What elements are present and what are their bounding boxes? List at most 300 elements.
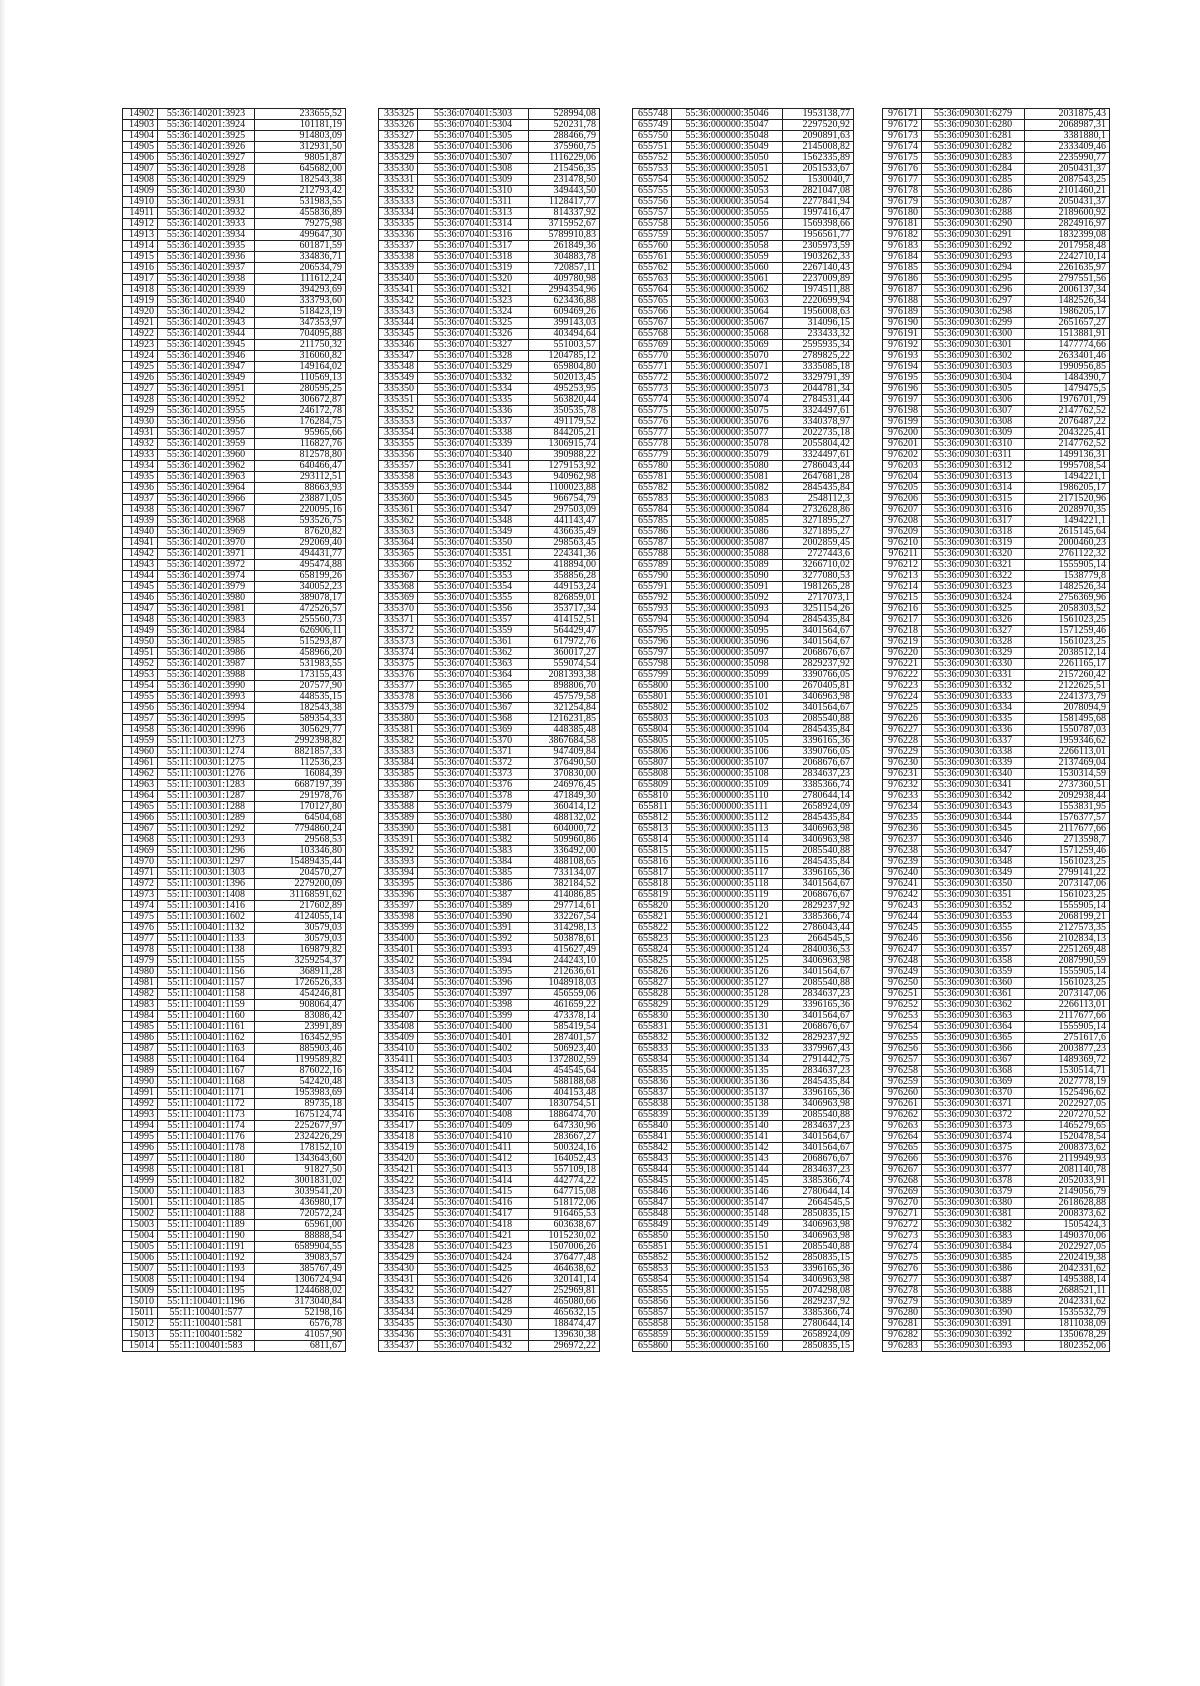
row-number: 655757 [633,208,672,219]
row-number: 976208 [883,516,922,527]
cadastral-value: 103346,80 [255,846,346,857]
row-number: 335352 [379,406,418,417]
row-number: 14978 [123,945,158,956]
row-number: 335366 [379,560,418,571]
cadastral-number: 55:36:090301:6306 [922,395,1025,406]
cadastral-value: 1199589,82 [255,1055,346,1066]
table-row [883,747,1110,758]
row-number: 655829 [633,1000,672,1011]
cadastral-value: 465632,15 [529,1308,600,1319]
row-number: 655816 [633,857,672,868]
cadastral-number: 55:36:000000:35098 [672,659,783,670]
table-row [379,1044,600,1055]
cadastral-number: 55:11:100301:1276 [158,769,255,780]
table-row [123,351,346,362]
cadastral-number: 55:36:070401:5396 [418,978,529,989]
table-row [633,890,854,901]
cadastral-number: 55:36:090301:6332 [922,681,1025,692]
table-row [633,450,854,461]
table-row [633,1055,854,1066]
row-number: 976214 [883,582,922,593]
cadastral-value: 1976701,79 [1025,395,1110,406]
cadastral-number: 55:36:000000:35089 [672,560,783,571]
table-row [633,1242,854,1253]
cadastral-number: 55:36:070401:5401 [418,1033,529,1044]
cadastral-number: 55:36:090301:6356 [922,934,1025,945]
table-row [123,659,346,670]
cadastral-number: 55:11:100401:1160 [158,1011,255,1022]
table-row [123,780,346,791]
cadastral-value: 1489369,72 [1025,1055,1110,1066]
table-row [379,967,600,978]
cadastral-value: 6589904,55 [255,1242,346,1253]
cadastral-number: 55:36:000000:35072 [672,373,783,384]
cadastral-value: 2829237,92 [783,659,854,670]
cadastral-number: 55:36:140201:3981 [158,604,255,615]
table-row [123,362,346,373]
cadastral-value: 1561023,25 [1025,857,1110,868]
table-row [379,153,600,164]
cadastral-number: 55:36:000000:35051 [672,164,783,175]
cadastral-number: 55:36:070401:5382 [418,835,529,846]
cadastral-number: 55:36:000000:35079 [672,450,783,461]
row-number: 976201 [883,439,922,450]
cadastral-number: 55:11:100401:1167 [158,1066,255,1077]
cadastral-value: 233433,32 [783,329,854,340]
cadastral-value: 1555905,14 [1025,967,1110,978]
cadastral-value: 16084,39 [255,769,346,780]
row-number: 335412 [379,1066,418,1077]
cadastral-number: 55:36:070401:5406 [418,1088,529,1099]
cadastral-number: 55:36:000000:35068 [672,329,783,340]
cadastral-number: 55:36:000000:35078 [672,439,783,450]
row-number: 335403 [379,967,418,978]
cadastral-value: 916465,53 [529,1209,600,1220]
row-number: 976193 [883,351,922,362]
cadastral-value: 3401564,67 [783,1011,854,1022]
cadastral-number: 55:36:070401:5380 [418,813,529,824]
cadastral-value: 211750,32 [255,340,346,351]
cadastral-value: 2145008,82 [783,142,854,153]
table-row [883,1286,1110,1297]
cadastral-value: 353717,34 [529,604,600,615]
table-row [379,912,600,923]
table-row [379,241,600,252]
cadastral-number: 55:36:140201:3993 [158,692,255,703]
cadastral-number: 55:36:090301:6307 [922,406,1025,417]
cadastral-number: 55:36:070401:5402 [418,1044,529,1055]
row-number: 976281 [883,1319,922,1330]
table-row [883,670,1110,681]
cadastral-number: 55:36:140201:3938 [158,274,255,285]
table-row [633,593,854,604]
cadastral-value: 2017958,48 [1025,241,1110,252]
table-row [123,527,346,538]
table-row [633,472,854,483]
cadastral-value: 885903,46 [255,1044,346,1055]
table-row [379,1187,600,1198]
cadastral-number: 55:36:070401:5429 [418,1308,529,1319]
cadastral-number: 55:36:090301:6367 [922,1055,1025,1066]
table-row [123,1341,346,1352]
table-row [123,648,346,659]
row-number: 335369 [379,593,418,604]
cadastral-number: 55:36:070401:5371 [418,747,529,758]
cadastral-value: 2266113,01 [1025,1000,1110,1011]
table-row [633,428,854,439]
cadastral-number: 55:36:140201:3943 [158,318,255,329]
cadastral-value: 23991,89 [255,1022,346,1033]
cadastral-number: 55:36:140201:3963 [158,472,255,483]
row-number: 976250 [883,978,922,989]
table-row [379,670,600,681]
cadastral-value: 244243,10 [529,956,600,967]
cadastral-value: 87620,82 [255,527,346,538]
cadastral-value: 360414,12 [529,802,600,813]
cadastral-value: 2780644,14 [783,791,854,802]
cadastral-value: 500324,16 [529,1143,600,1154]
cadastral-value: 1555905,14 [1025,560,1110,571]
row-number: 976205 [883,483,922,494]
cadastral-number: 55:36:140201:3966 [158,494,255,505]
row-number: 976283 [883,1341,922,1352]
row-number: 655837 [633,1088,672,1099]
cadastral-value: 2850835,15 [783,1253,854,1264]
row-number: 14966 [123,813,158,824]
cadastral-number: 55:11:100301:1292 [158,824,255,835]
cadastral-value: 2780644,14 [783,1187,854,1198]
table-row [883,1220,1110,1231]
row-number: 335430 [379,1264,418,1275]
table-row [883,967,1110,978]
cadastral-value: 176284,75 [255,417,346,428]
row-number: 335353 [379,417,418,428]
table-row [883,879,1110,890]
cadastral-value: 321254,84 [529,703,600,714]
cadastral-value: 409780,98 [529,274,600,285]
row-number: 976202 [883,450,922,461]
row-number: 14903 [123,120,158,131]
row-number: 335433 [379,1297,418,1308]
cadastral-number: 55:36:090301:6335 [922,714,1025,725]
row-number: 15010 [123,1297,158,1308]
cadastral-value: 3406963,98 [783,1220,854,1231]
row-number: 976267 [883,1165,922,1176]
cadastral-number: 55:11:100401:1194 [158,1275,255,1286]
row-number: 976261 [883,1099,922,1110]
row-number: 976211 [883,549,922,560]
scan-edge [0,0,6,1686]
row-number: 976279 [883,1297,922,1308]
table-row [379,1066,600,1077]
cadastral-value: 2994354,96 [529,285,600,296]
cadastral-value: 182543,38 [255,175,346,186]
row-number: 655843 [633,1154,672,1165]
cadastral-value: 1479475,5 [1025,384,1110,395]
table-row [379,879,600,890]
cadastral-number: 55:36:090301:6351 [922,890,1025,901]
cadastral-number: 55:36:140201:3971 [158,549,255,560]
table-row [633,802,854,813]
row-number: 335375 [379,659,418,670]
row-number: 335328 [379,142,418,153]
cadastral-value: 2068676,67 [783,758,854,769]
cadastral-number: 55:36:090301:6312 [922,461,1025,472]
table-row [883,956,1110,967]
cadastral-value: 3715952,67 [529,219,600,230]
cadastral-number: 55:36:070401:5417 [418,1209,529,1220]
cadastral-value: 6811,67 [255,1341,346,1352]
cadastral-number: 55:36:090301:6323 [922,582,1025,593]
table-row [379,736,600,747]
row-number: 14975 [123,912,158,923]
table-row [379,1242,600,1253]
row-number: 655830 [633,1011,672,1022]
cadastral-number: 55:36:070401:5334 [418,384,529,395]
table-row [633,604,854,615]
row-number: 335363 [379,527,418,538]
table-row [633,494,854,505]
cadastral-number: 55:36:090301:6387 [922,1275,1025,1286]
row-number: 14931 [123,428,158,439]
cadastral-number: 55:36:070401:5345 [418,494,529,505]
cadastral-value: 280595,25 [255,384,346,395]
table-row [123,142,346,153]
table-row [379,1011,600,1022]
cadastral-value: 1495388,14 [1025,1275,1110,1286]
cadastral-number: 55:36:070401:5397 [418,989,529,1000]
cadastral-value: 3401564,67 [783,637,854,648]
cadastral-value: 182543,38 [255,703,346,714]
row-number: 14990 [123,1077,158,1088]
cadastral-number: 55:36:070401:5390 [418,912,529,923]
row-number: 976242 [883,890,922,901]
cadastral-value: 2717073,1 [783,593,854,604]
cadastral-value: 95965,66 [255,428,346,439]
cadastral-number: 55:36:140201:3937 [158,263,255,274]
table-row [123,1264,346,1275]
table-row [883,725,1110,736]
cadastral-number: 55:36:000000:35054 [672,197,783,208]
cadastral-value: 30579,03 [255,934,346,945]
row-number: 335362 [379,516,418,527]
table-row [379,274,600,285]
cadastral-number: 55:36:140201:3934 [158,230,255,241]
cadastral-number: 55:36:000000:35074 [672,395,783,406]
cadastral-value: 1306915,74 [529,439,600,450]
cadastral-number: 55:36:000000:35130 [672,1011,783,1022]
cadastral-value: 2028970,35 [1025,505,1110,516]
cadastral-value: 1477774,66 [1025,340,1110,351]
cadastral-value: 418894,00 [529,560,600,571]
cadastral-value: 3379967,43 [783,1044,854,1055]
cadastral-number: 55:36:070401:5381 [418,824,529,835]
cadastral-value: 169879,82 [255,945,346,956]
table-row [633,1066,854,1077]
row-number: 14906 [123,153,158,164]
cadastral-number: 55:36:140201:3956 [158,417,255,428]
cadastral-value: 1561023,25 [1025,890,1110,901]
cadastral-value: 1343643,60 [255,1154,346,1165]
table-row [123,1143,346,1154]
table-row [633,406,854,417]
row-number: 976219 [883,637,922,648]
table-row [123,1209,346,1220]
row-number: 976212 [883,560,922,571]
cadastral-number: 55:36:070401:5414 [418,1176,529,1187]
table-row [883,175,1110,186]
cadastral-value: 3406963,98 [783,824,854,835]
cadastral-number: 55:36:070401:5353 [418,571,529,582]
row-number: 976264 [883,1132,922,1143]
table-row [379,351,600,362]
cadastral-value: 111612,24 [255,274,346,285]
cadastral-number: 55:36:090301:6380 [922,1198,1025,1209]
table-row [123,175,346,186]
row-number: 335347 [379,351,418,362]
cadastral-value: 298563,45 [529,538,600,549]
cadastral-number: 55:36:070401:5372 [418,758,529,769]
cadastral-value: 2845435,84 [783,857,854,868]
cadastral-value: 2834637,23 [783,1066,854,1077]
row-number: 655755 [633,186,672,197]
row-number: 335330 [379,164,418,175]
row-number: 335394 [379,868,418,879]
cadastral-value: 1956561,77 [783,230,854,241]
cadastral-number: 55:36:140201:3986 [158,648,255,659]
cadastral-value: 3396165,36 [783,868,854,879]
cadastral-value: 292069,40 [255,538,346,549]
cadastral-number: 55:36:090301:6361 [922,989,1025,1000]
cadastral-number: 55:36:070401:5318 [418,252,529,263]
table-row [883,835,1110,846]
cadastral-number: 55:36:000000:35087 [672,538,783,549]
cadastral-value: 2658924,09 [783,1330,854,1341]
table-row [379,582,600,593]
table-row [883,1341,1110,1352]
cadastral-value: 464638,62 [529,1264,600,1275]
cadastral-value: 333793,60 [255,296,346,307]
cadastral-number: 55:36:090301:6309 [922,428,1025,439]
table-row [883,736,1110,747]
row-number: 14947 [123,604,158,615]
table-row [379,835,600,846]
row-number: 976272 [883,1220,922,1231]
row-number: 335346 [379,340,418,351]
table-row [379,1033,600,1044]
row-number: 14940 [123,527,158,538]
table-row [123,417,346,428]
cadastral-value: 3396165,36 [783,1000,854,1011]
cadastral-value: 640466,47 [255,461,346,472]
cadastral-value: 1886474,70 [529,1110,600,1121]
cadastral-number: 55:36:000000:35088 [672,549,783,560]
cadastral-number: 55:36:090301:6379 [922,1187,1025,1198]
table-row [123,714,346,725]
row-number: 14983 [123,1000,158,1011]
cadastral-number: 55:36:140201:3930 [158,186,255,197]
cadastral-number: 55:36:000000:35151 [672,1242,783,1253]
cadastral-value: 2085540,88 [783,846,854,857]
cadastral-value: 2085540,88 [783,1242,854,1253]
row-number: 655783 [633,494,672,505]
table-row [633,1308,854,1319]
row-number: 335380 [379,714,418,725]
table-row [123,373,346,384]
table-row [123,560,346,571]
table-row [379,758,600,769]
cadastral-value: 623436,88 [529,296,600,307]
cadastral-value: 2279200,09 [255,879,346,890]
row-number: 335428 [379,1242,418,1253]
table-row [633,1121,854,1132]
cadastral-value: 3329791,39 [783,373,854,384]
row-number: 335340 [379,274,418,285]
cadastral-number: 55:36:000000:35058 [672,241,783,252]
table-row [123,978,346,989]
cadastral-number: 55:36:090301:6344 [922,813,1025,824]
row-number: 976221 [883,659,922,670]
row-number: 335376 [379,670,418,681]
table-row [633,978,854,989]
cadastral-number: 55:36:000000:35085 [672,516,783,527]
table-row [379,681,600,692]
row-number: 14981 [123,978,158,989]
cadastral-value: 376490,50 [529,758,600,769]
cadastral-number: 55:36:090301:6297 [922,296,1025,307]
cadastral-value: 2845435,84 [783,813,854,824]
table-row [883,263,1110,274]
table-row [379,461,600,472]
cadastral-number: 55:36:070401:5424 [418,1253,529,1264]
table-row [379,934,600,945]
table-row [883,846,1110,857]
row-number: 655845 [633,1176,672,1187]
row-number: 14965 [123,802,158,813]
cadastral-value: 2277841,94 [783,197,854,208]
cadastral-number: 55:36:000000:35073 [672,384,783,395]
cadastral-number: 55:36:070401:5359 [418,626,529,637]
table-row [123,956,346,967]
table-row [883,1253,1110,1264]
cadastral-value: 520231,78 [529,120,600,131]
row-number: 14973 [123,890,158,901]
cadastral-value: 390988,22 [529,450,600,461]
cadastral-number: 55:36:000000:35069 [672,340,783,351]
cadastral-number: 55:36:070401:5338 [418,428,529,439]
row-number: 655835 [633,1066,672,1077]
cadastral-value: 3271895,27 [783,516,854,527]
cadastral-value: 2664545,5 [783,1198,854,1209]
table-row [883,1143,1110,1154]
row-number: 14938 [123,505,158,516]
row-number: 976207 [883,505,922,516]
row-number: 335398 [379,912,418,923]
table-row [123,241,346,252]
cadastral-number: 55:36:090301:6322 [922,571,1025,582]
row-number: 14957 [123,714,158,725]
cadastral-number: 55:36:070401:5340 [418,450,529,461]
cadastral-number: 55:36:090301:6301 [922,340,1025,351]
cadastral-number: 55:36:000000:35100 [672,681,783,692]
cadastral-value: 305629,77 [255,725,346,736]
table-row [123,857,346,868]
cadastral-number: 55:36:070401:5336 [418,406,529,417]
cadastral-value: 2237009,89 [783,274,854,285]
row-number: 335427 [379,1231,418,1242]
cadastral-value: 283667,27 [529,1132,600,1143]
row-number: 655821 [633,912,672,923]
